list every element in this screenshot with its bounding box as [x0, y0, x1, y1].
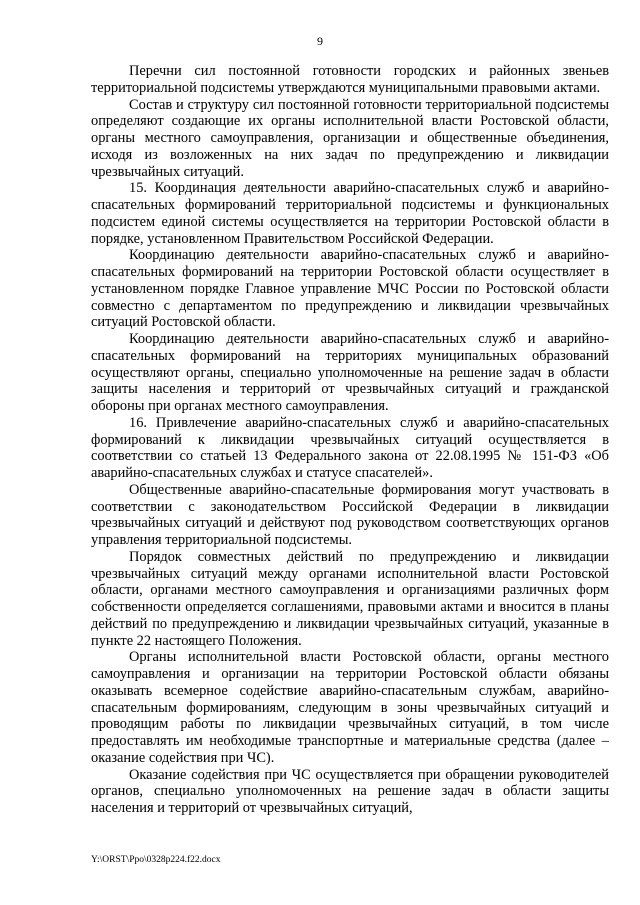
paragraph: Координацию деятельности аварийно-спасательных служб и аварийно-спасательных формирований на территориях муниципальных образований осуществляют органы, специально уполномоченные на решение задач в области защиты населения и территорий от чрезвычайных ситуаций и гражданской обороны при органах местного самоуправления. — [91, 331, 609, 414]
paragraph: Перечни сил постоянной готовности городских и районных звеньев территориальной подсистемы утверждаются муниципальными правовыми актами. — [91, 63, 609, 96]
footer-file-path: Y:\ORST\Ppo\0328p224.f22.docx — [91, 855, 221, 865]
paragraph: Состав и структуру сил постоянной готовности территориальной подсистемы определяют создающие их органы исполнительной власти Ростовской области, органы местного самоуправления, организации и общественные объединения, исходя из возложенных на них задач по предупреждению и ликвидации чрезвычайных ситуаций. — [91, 96, 609, 180]
paragraph: Общественные аварийно-спасательные формирования могут участвовать в соответствии с законодательством Российской Федерации в ликвидации чрезвычайных ситуаций и действуют под руководством соответствующих органов управления территориальной подсистемы. — [91, 481, 609, 548]
paragraph: 15. Координация деятельности аварийно-спасательных служб и аварийно-спасательных формирований территориальной подсистемы и функциональных подсистем единой системы осуществляется на территории Ростовской области в порядке, установленном Правительством Российской Федерации. — [91, 180, 609, 247]
paragraph: Порядок совместных действий по предупреждению и ликвидации чрезвычайных ситуаций между органами исполнительной власти Ростовской области, органами местного самоуправления и организациями различных форм собственности определяется соглашениями, правовыми актами и вносится в планы действий по предупреждению и ликвидации чрезвычайных ситуаций, указанные в пункте 22 настоящего Положения. — [91, 548, 609, 649]
paragraph: Органы исполнительной власти Ростовской области, органы местного самоуправления и организации на территории Ростовской области обязаны оказывать всемерное содействие аварийно-спасательным службам, аварийно-спасательным формированиям, следующим в зоны чрезвычайных ситуаций и проводящим работы по ликвидации чрезвычайных ситуаций, в том числе предоставлять им необходимые транспортные и материальные средства (далее – оказание содействия при ЧС). — [91, 649, 609, 766]
page-number: 9 — [317, 34, 323, 48]
paragraph: Координацию деятельности аварийно-спасательных служб и аварийно-спасательных формирований на территории Ростовской области осуществляет в установленном порядке Главное управление МЧС России по Ростовской области совместно с департаментом по предупреждению и ликвидации чрезвычайных ситуаций Ростовской области. — [91, 247, 609, 331]
paragraph: Оказание содействия при ЧС осуществляется при обращении руководителей органов, специально уполномоченных на решение задач в области защиты населения и территорий от чрезвычайных ситуаций, — [91, 766, 609, 816]
paragraph: 16. Привлечение аварийно-спасательных служб и аварийно-спасательных формирований к ликвидации чрезвычайных ситуаций осуществляется в соответствии со статьей 13 Федерального закона от 22.08.1995 № 151-ФЗ «Об аварийно-спасательных службах и статусе спасателей». — [91, 414, 609, 481]
body-text — [91, 63, 609, 817]
